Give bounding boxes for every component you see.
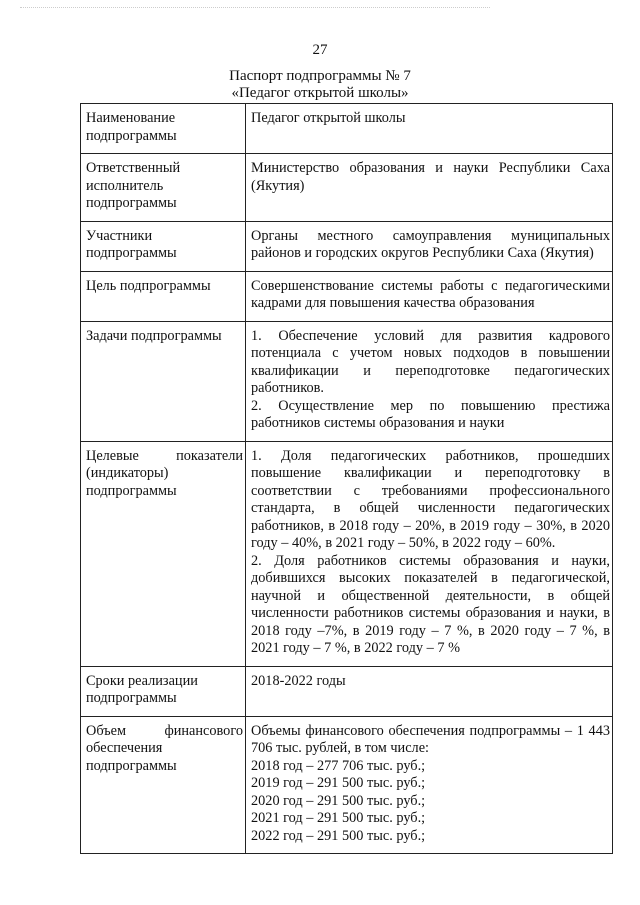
document-title [0, 68, 640, 102]
indicator-item-2: 2. Доля работников системы образования и науки, добившихся высоких показателей в педагогической, научной и общественной деятельности, в общей численности работников системы образования и науки, в 2018 году –7%, в 2019 году – 7 %, в 2020 году – 7 %, в 2021 году – 7 %, в 2022 году – 7 % [251, 552, 610, 656]
row-value [246, 666, 613, 716]
row-value [246, 221, 613, 271]
funding-year-2019: 2019 год – 291 500 тыс. руб.; [251, 775, 426, 791]
table-row-name [81, 104, 613, 154]
subprogram-passport-table [80, 103, 613, 854]
row-value-text: Совершенствование системы работы с педагогическими кадрами для повышения качества образования [251, 277, 610, 311]
task-item-1: 1. Обеспечение условий для развития кадрового потенциала с учетом новых подходов в повышении квалификации и переподготовке педагогических работников. [251, 327, 610, 396]
table-row-funding [81, 716, 613, 854]
row-label [81, 441, 246, 666]
row-label: Задачи подпрограммы [81, 321, 246, 441]
row-label: Наименование подпрограммы [81, 104, 246, 154]
row-value [246, 271, 613, 321]
row-label-text: Объем финансового обеспечения подпрограммы [86, 722, 243, 774]
row-label [81, 716, 246, 854]
scan-artifact-line [20, 7, 490, 11]
row-label: Цель подпрограммы [81, 271, 246, 321]
row-label: Ответственный исполнитель подпрограммы [81, 154, 246, 222]
row-value [246, 716, 613, 854]
table-row-timeline [81, 666, 613, 716]
row-label: Участники подпрограммы [81, 221, 246, 271]
funding-year-2020: 2020 год – 291 500 тыс. руб.; [251, 792, 426, 809]
row-value [246, 104, 613, 154]
row-value-text: 2018-2022 годы [251, 672, 346, 689]
row-value [246, 441, 613, 666]
table-row-indicators [81, 441, 613, 666]
task-item-2: 2. Осуществление мер по повышению престижа работников системы образования и науки [251, 397, 610, 431]
funding-year-2021: 2021 год – 291 500 тыс. руб.; [251, 810, 426, 826]
page-number: 27 [312, 42, 328, 58]
funding-year-2018: 2018 год – 277 706 тыс. руб.; [251, 757, 426, 774]
title-line-2: «Педагог открытой школы» [231, 85, 409, 101]
table-row-responsible [81, 154, 613, 222]
row-value [246, 321, 613, 441]
table-row-goal [81, 271, 613, 321]
row-value-text: Министерство образования и науки Республики Саха (Якутия) [251, 160, 610, 194]
row-label-text: Целевые показатели (индикаторы) подпрограммы [86, 447, 243, 499]
funding-year-2022: 2022 год – 291 500 тыс. руб.; [251, 827, 426, 844]
table-row-tasks [81, 321, 613, 441]
row-value [246, 154, 613, 222]
funding-intro: Объемы финансового обеспечения подпрограммы – 1 443 706 тыс. рублей, в том числе: [251, 722, 610, 756]
indicator-item-1: 1. Доля педагогических работников, прошедших повышение квалификации и переподготовку в соответствии с требованиями профессионального стандарта, в общей численности педагогических работников, в 2018 году – 20%, в 2019 году – 30%, в 2020 году – 40%, в 2021 году – 50%, в 2022 году – 60%. [251, 447, 610, 551]
row-value-text: Органы местного самоуправления муниципальных районов и городских округов Республики Саха (Якутия) [251, 227, 610, 261]
row-value-text: Педагог открытой школы [251, 110, 406, 126]
row-label: Сроки реализации подпрограммы [81, 666, 246, 716]
table-row-participants [81, 221, 613, 271]
title-line-1: Паспорт подпрограммы № 7 [229, 68, 411, 84]
